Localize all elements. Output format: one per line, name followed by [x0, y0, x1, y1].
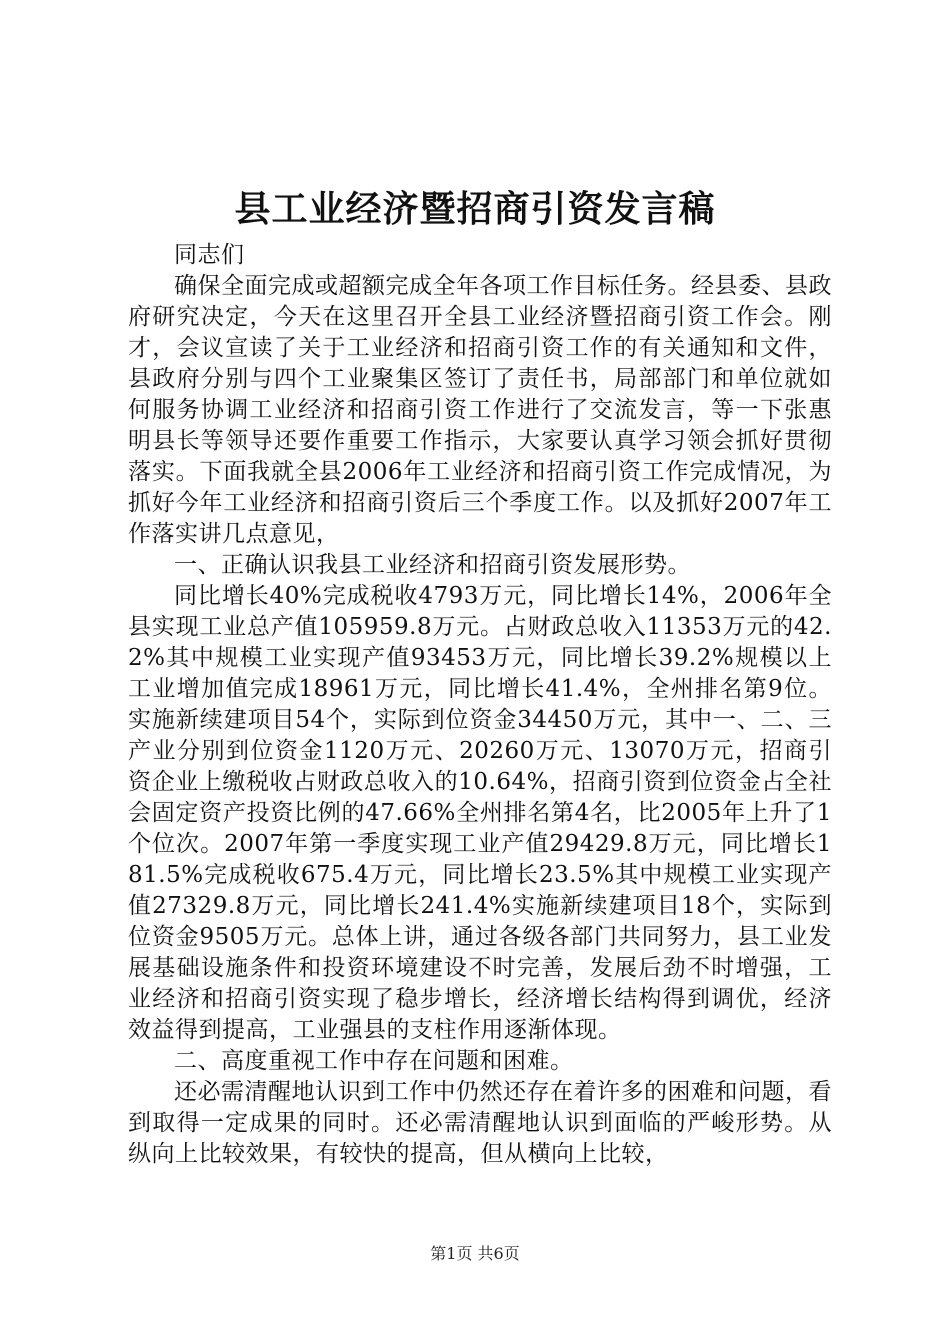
section-heading-2: 二、高度重视工作中存在问题和困难。 [174, 1048, 574, 1074]
salutation-paragraph: 同志们 [174, 242, 245, 268]
statistics-paragraph: 同比增长40%完成税收4793万元，同比增长14%，2006年全县实现工业总产值105959.8万元。占财政总收入11353万元的42.2%其中规模工业实现产值93453万元，同比增长39.2%规模以上工业增加值完成18961万元，同比增长41.4%，全州排名第9位。实施新续建项目54个，实际到位资金34450万元，其中一、二、三产业分别到位资金1120万元、20260万元、13070万元，招商引资企业上缴税收占财政总收入的10.64%，招商引资到位资金占全社会固定资产投资比例的47.66%全州排名第4名，比2005年上升了1个位次。2007年第一季度实现工业产值29429.8万元，同比增长181.5%完成税收675.4万元，同比增长23.5%其中规模工业实现产值27329.8万元，同比增长241.4%实施新续建项目18个，实际到位资金9505万元。总体上讲，通过各级各部门共同努力，县工业发展基础设施条件和投资环境建设不时完善，发展后劲不时增强，工业经济和招商引资实现了稳步增长，经济增长结构得到调优，经济效益得到提高，工业强县的支柱作用逐渐体现。 [128, 583, 832, 1043]
problems-paragraph: 还必需清醒地认识到工作中仍然还存在着许多的困难和问题，看到取得一定成果的同时。还必需清醒地认识到面临的严峻形势。从纵向上比较效果，有较快的提高，但从横向上比较， [128, 1079, 832, 1167]
document-body [128, 240, 832, 1170]
section-heading-1: 一、正确认识我县工业经济和招商引资发展形势。 [174, 552, 691, 578]
document-title: 县工业经济暨招商引资发言稿 [234, 188, 716, 230]
intro-paragraph: 确保全面完成或超额完成全年各项工作目标任务。经县委、县政府研究决定，今天在这里召开全县工业经济暨招商引资工作会。刚才，会议宣读了关于工业经济和招商引资工作的有关通知和文件，县政府分别与四个工业聚集区签订了责任书，局部部门和单位就如何服务协调工业经济和招商引资工作进行了交流发言，等一下张惠明县长等领导还要作重要工作指示，大家要认真学习领会抓好贯彻落实。下面我就全县2006年工业经济和招商引资工作完成情况，为抓好今年工业经济和招商引资后三个季度工作。以及抓好2007年工作落实讲几点意见， [128, 273, 832, 547]
page-number-footer: 第1页 共6页 [430, 1244, 520, 1263]
